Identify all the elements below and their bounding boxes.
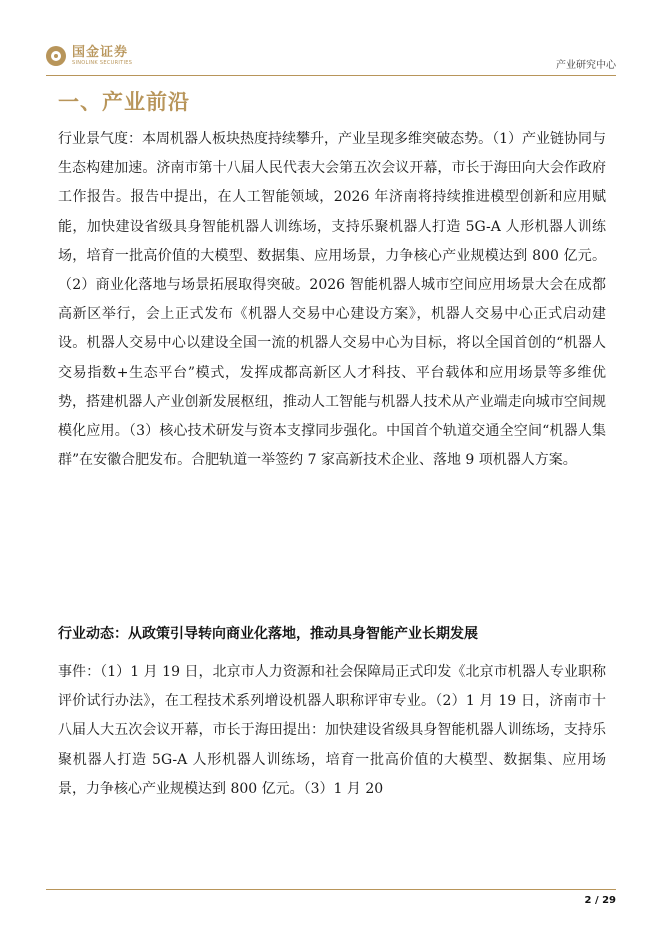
paragraph-industry-sentiment: 行业景气度：本周机器人板块热度持续攀升，产业呈现多维突破态势。（1）产业链协同与生态构建加速。济南市第十八届人民代表大会第五次会议开幕，市长于海田向大会作政府工作报告。报告中提出，在人工智能领域，2026 年济南将持续推进模型创新和应用赋能，加快建设省级具身智能机器人训练场，支持乐聚机器人打造 5G-A 人形机器人训练场，培育一批高价值的大模型、数据集、应用场景，力争核心产业规模达到 800 亿元。（2）商业化落地与场景拓展取得突破。2026 智能机器人城市空间应用场景大会在成都高新区举行，会上正式发布《机器人交易中心建设方案》，机器人交易中心正式启动建设。机器人交易中心以建设全国一流的机器人交易中心为目标，将以全国首创的“机器人交易指数+生态平台”模式，发挥成都高新区人才科技、平台载体和应用场景等多维优势，搭建机器人产业创新发展枢纽，推动人工智能与机器人技术从产业端走向城市空间规模化应用。（3）核心技术研发与资本支撑同步强化。中国首个轨道交通全空间“机器人集群”在安徽合肥发布。合肥轨道一举签约 7 家高新技术企业、落地 9 项机器人方案。 <box>58 131 606 469</box>
footer-divider <box>46 889 616 890</box>
logo-wordmark <box>72 46 132 66</box>
page-number: 2 / 29 <box>584 895 616 906</box>
paragraph-events: 事件：（1）1 月 19 日，北京市人力资源和社会保障局正式印发《北京市机器人专业职称评价试行办法》，在工程技术系列增设机器人职称评审专业。（2）1 月 19 日，济南市十八届人大五次会议开幕，市长于海田提出：加快建设省级具身智能机器人训练场，支持乐聚机器人打造 5G-A 人形机器人训练场，培育一批高价值的大模型、数据集、应用场景，力争核心产业规模达到 800 亿元。（3）1 月 20 <box>58 664 606 797</box>
logo-english-name: SINOLINK SECURITIES <box>72 60 133 66</box>
logo-emblem-icon <box>46 46 66 66</box>
logo-chinese-name: 国金证券 <box>72 45 129 60</box>
header-divider <box>46 75 616 76</box>
page-header <box>0 0 662 76</box>
department-label: 产业研究中心 <box>556 60 616 71</box>
industry-dynamics-heading: 行业动态：从政策引导转向商业化落地，推动具身智能产业长期发展 <box>58 626 478 642</box>
section-title: 一、产业前沿 <box>58 90 190 114</box>
company-logo <box>46 46 132 66</box>
